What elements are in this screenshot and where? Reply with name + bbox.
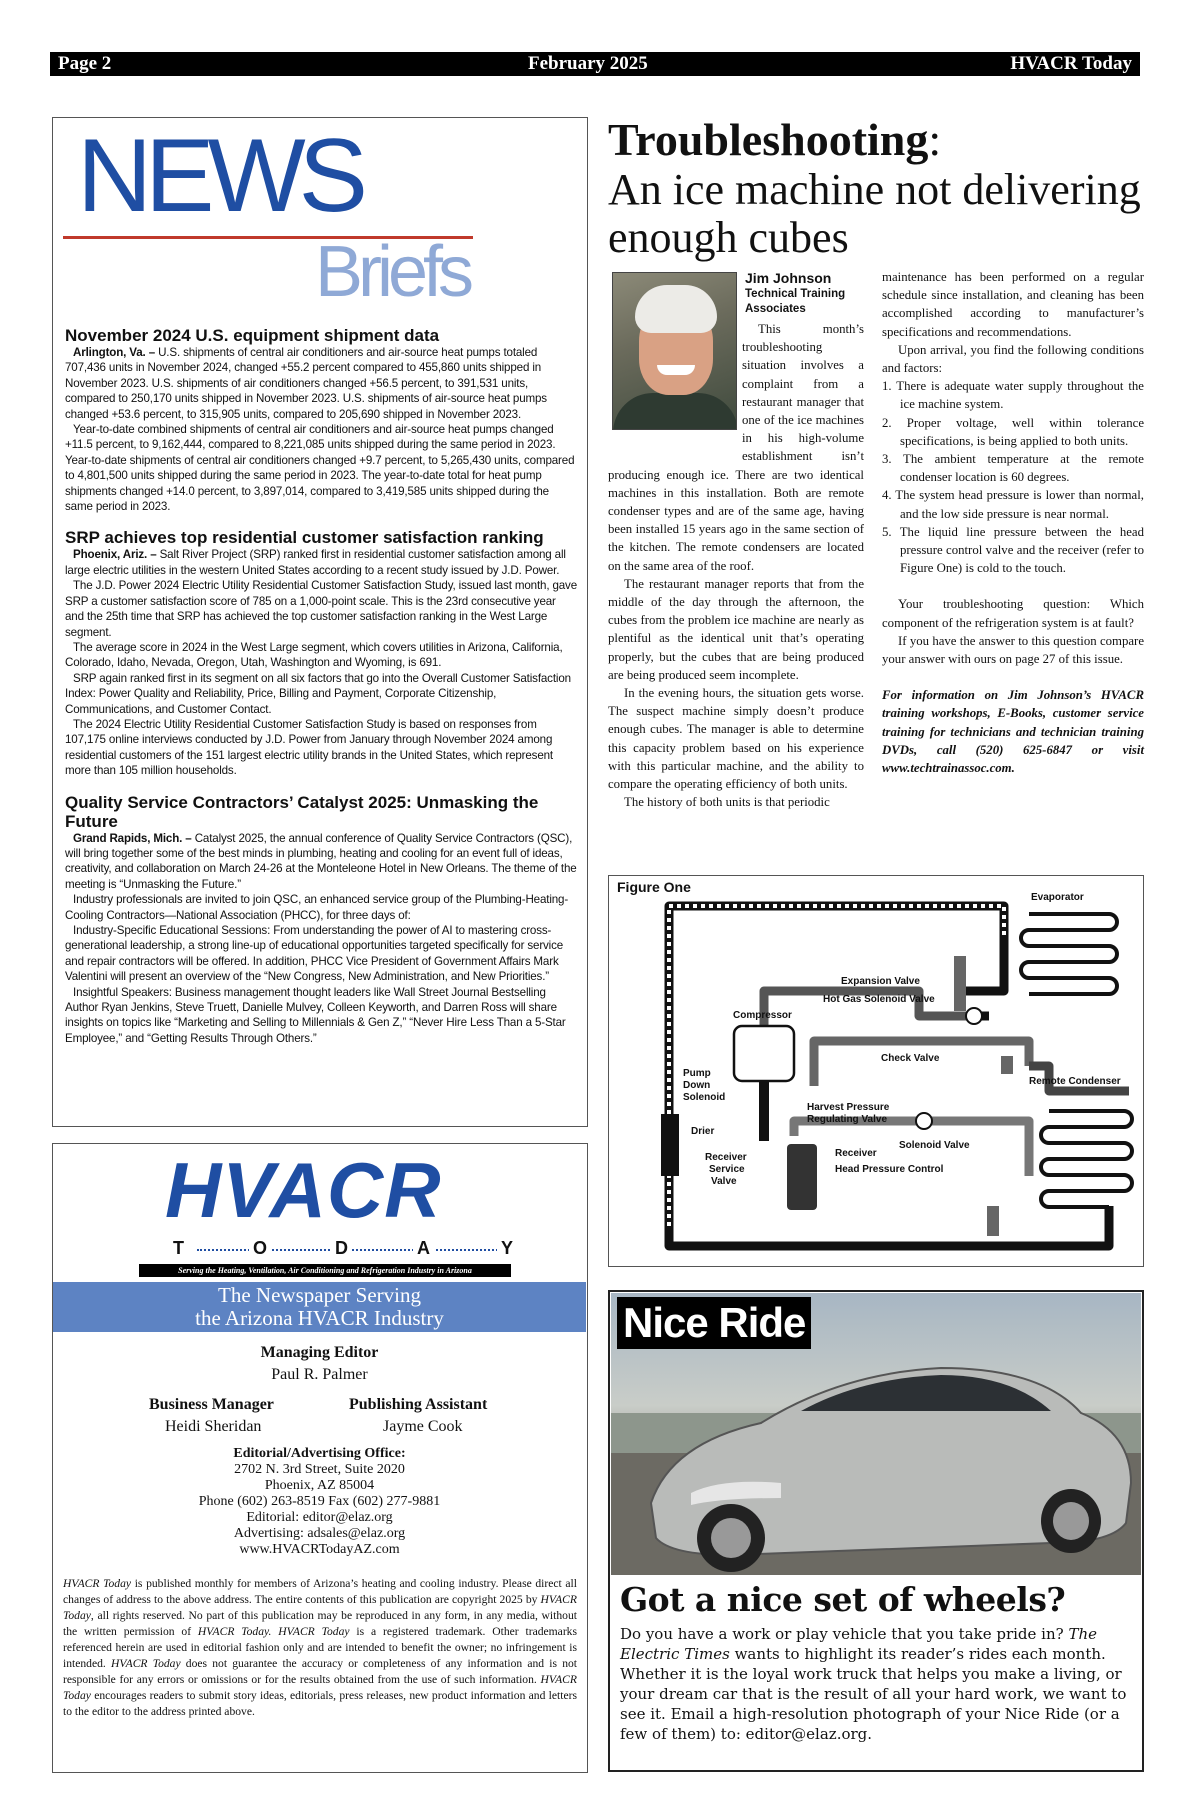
editorial-email[interactable]: Editorial: editor@elaz.org: [246, 1510, 393, 1525]
figure-title: Figure One: [617, 879, 691, 895]
news-paragraph: The J.D. Power 2024 Electric Utility Residential Customer Satisfaction Study, issued last month, gave SRP a customer satisfaction score of 785 on a 1,000-point scale. This is the 23rd consecutive year and the 25th time that SRP has achieved the top customer satisfaction ranking in the West Large segment.: [65, 579, 578, 639]
expansion-valve-symbol: [954, 956, 966, 1011]
masthead-section: [52, 1143, 588, 1773]
label-head-pressure: Head Pressure Control: [835, 1164, 944, 1175]
check-valve-symbol: [1001, 1056, 1013, 1074]
label-expansion-valve: Expansion Valve: [841, 976, 920, 987]
condition-item: 2. Proper voltage, well within tolerance specifications, is being applied to both units.: [882, 415, 1144, 448]
article-title: [608, 114, 941, 166]
news-dateline: Arlington, Va. –: [73, 346, 155, 359]
article-paragraph: maintenance has been performed on a regular schedule since installation, and cleaning has been accomplished according to manufacturer’s specifications and recommendations.: [882, 270, 1144, 339]
label-remote-condenser: Remote Condenser: [1029, 1076, 1121, 1087]
nice-ride-heading: Got a nice set of wheels?: [620, 1580, 1066, 1619]
news-paragraph: [65, 345, 577, 422]
fine-print-segment: HVACR Today: [63, 1593, 577, 1622]
receiver-shape: [787, 1144, 817, 1210]
condition-item: 4. The system head pressure is lower than normal, and the low side pressure is near normal.: [882, 488, 1144, 521]
briefs-logo: Briefs: [315, 232, 470, 312]
rear-rim: [1053, 1502, 1089, 1540]
news-text: Salt River Project (SRP) ranked first in residential customer satisfaction among all large electric utilities in the western United States according to a recent study issued by J.D. Power.: [65, 548, 566, 577]
article-paragraph: The history of both units is that periodic: [624, 795, 830, 810]
news-paragraph: [65, 831, 577, 893]
label-drier: Drier: [691, 1126, 715, 1137]
managing-editor-label: Managing Editor: [260, 1344, 379, 1361]
condition-item: 5. The liquid line pressure between the head pressure control valve and the receiver (refer to Figure One) is cold to the touch.: [882, 524, 1144, 576]
today-letter: O: [249, 1238, 271, 1259]
label-pump-down: Solenoid: [683, 1092, 726, 1103]
front-rim: [711, 1518, 751, 1558]
drier-shape: [661, 1114, 679, 1176]
hvacr-logo: HVACR: [165, 1146, 442, 1234]
label-evaporator: Evaporator: [1031, 892, 1084, 903]
banner-line: The Newspaper Serving: [218, 1283, 421, 1307]
office-address-1: 2702 N. 3rd Street, Suite 2020: [234, 1462, 405, 1477]
news-paragraph: Insightful Speakers: Business management thought leaders like Wall Street Journal Bestselling Author Ryan Jenkins, Steve Truett, Danielle Mulvey, Colleen Keyworth, and Darren Ross will share insights on topics like “Marketing and Selling to Millennials & Gen Z,” “Never Hire Less Than a 5-Star Employee,” and “Getting Results Through Others.”: [65, 985, 566, 1045]
news-paragraph: The average score in 2024 in the West Large segment, which covers utilities in Arizona, California, Colorado, Idaho, Nevada, Oregon, Utah, Washington and Wyoming, is 691.: [65, 640, 563, 670]
news-headline: November 2024 U.S. equipment shipment data: [65, 326, 440, 345]
news-logo: NEWS: [77, 118, 361, 234]
label-pump-down: Pump: [683, 1068, 711, 1079]
today-letter: D: [331, 1238, 352, 1259]
masthead-fine-print: [63, 1576, 577, 1720]
news-paragraph: The 2024 Electric Utility Residential Customer Satisfaction Study is based on responses from 107,175 online interviews conducted by J.D. Power from January through November 2024 among residential customers of the 151 largest electric utility brands in the United States, which represent more than 105 million households.: [65, 717, 553, 778]
news-text: Catalyst 2025, the annual conference of Quality Service Contractors (QSC), will bring together some of the best minds in plumbing, heating and cooling for an event full of ideas, creativity, and collaboration on March 24-26 at the Monteleone Hotel in New Orleans. The theme of the meeting is “Unmasking the Future.”: [65, 831, 577, 891]
nice-ride-italic: The Electric Times: [620, 1625, 1097, 1663]
news-paragraph: [65, 547, 577, 578]
condenser-coil: [1041, 1111, 1132, 1207]
compressor-shape: [734, 1026, 794, 1081]
label-hot-gas: Hot Gas Solenoid Valve: [823, 994, 935, 1005]
article-title-colon: :: [928, 114, 942, 165]
news-articles: [65, 326, 577, 1046]
news-headline: Quality Service Contractors’ Catalyst 2025: Unmasking the Future: [65, 792, 539, 831]
article-subtitle: An ice machine not delivering enough cubes: [608, 165, 1141, 262]
article-paragraph: Your troubleshooting question: Which component of the refrigeration system is at fault?: [882, 597, 1144, 630]
banner-line: the Arizona HVACR Industry: [195, 1306, 444, 1330]
article-promo: For information on Jim Johnson’s HVACR training workshops, E-Books, customer service training for technicians and technician training DVDs, call (520) 625-6847 or visit www.techtrainassoc.com.: [882, 688, 1144, 776]
head-pressure-control-symbol: [987, 1206, 999, 1236]
business-manager-label: Business Manager: [149, 1396, 274, 1413]
page-header-bar: [50, 52, 1140, 76]
label-harvest: Harvest Pressure: [807, 1102, 890, 1113]
publication-name: HVACR Today: [1010, 53, 1132, 74]
nice-ride-section: [608, 1290, 1144, 1772]
label-check-valve: Check Valve: [881, 1053, 940, 1064]
nice-ride-title: Nice Ride: [617, 1297, 811, 1349]
office-phone: Phone (602) 263-8519 Fax (602) 277-9881: [198, 1494, 441, 1509]
page-number: Page 2: [58, 53, 112, 74]
masthead-tagline: Serving the Heating, Ventilation, Air Conditioning and Refrigeration Industry in Arizona: [139, 1264, 511, 1277]
label-solenoid-valve: Solenoid Valve: [899, 1140, 970, 1151]
condenser-tubes: [1041, 1111, 1132, 1207]
liquid-line: [669, 1206, 1109, 1246]
article-paragraph: Upon arrival, you find the following conditions and factors:: [882, 342, 1144, 376]
fine-print-segment: does not guarantee the accuracy or completeness of any information and is not responsible for any errors or omissions or for the results obtained from the use of such information.: [63, 1657, 578, 1686]
author-byline: [745, 270, 845, 317]
news-headline: SRP achieves top residential customer satisfaction ranking: [65, 528, 544, 548]
label-receiver-service: Receiver: [705, 1152, 747, 1163]
label-receiver-service: Service: [709, 1164, 745, 1175]
news-paragraph: Industry professionals are invited to join QSC, an enhanced service group of the Plumbing-Heating-Cooling Contractors—National Association (PHCC), for three days of:: [65, 893, 569, 922]
news-briefs-section: [52, 117, 588, 1127]
fine-print-segment: HVACR Today: [63, 1673, 577, 1702]
managing-editor-name: Paul R. Palmer: [271, 1366, 368, 1383]
issue-date: February 2025: [528, 53, 648, 74]
fine-print-segment: encourages readers to submit story ideas, editorials, press releases, new product information and letters to the editor to the address printed above.: [63, 1689, 577, 1718]
news-paragraph: SRP again ranked first in its segment on all six factors that go into the Overall Customer Satisfaction Index: Power Quality and Reliability, Price, Billing and Payment, Corporate Citizenship, Communications, and Customer Contact.: [65, 671, 571, 716]
compressor-suction-pipe: [759, 1081, 769, 1141]
fine-print-segment: HVACR Today. HVACR Today: [197, 1625, 350, 1638]
publishing-assistant-name: Jayme Cook: [383, 1418, 463, 1435]
news-dateline: Phoenix, Ariz. –: [73, 548, 157, 562]
today-letter: Y: [497, 1238, 517, 1259]
author-org: Technical Training: [745, 288, 846, 300]
car-photo: [611, 1293, 1141, 1575]
today-letter: T: [169, 1238, 188, 1259]
news-paragraph: Industry-Specific Educational Sessions: From understanding the power of AI to mastering cross-generational leadership, a strong line-up of educational opportunities targeted specifically for service and repair contractors will be offered. In addition, PHCC Vice President of Government Affairs Mark Valentini will present an overview of the “New Congress, New Administration, and New Priorities.”: [65, 924, 564, 984]
news-paragraph: Year-to-date combined shipments of central air conditioners and air-source heat pumps changed +11.5 percent, to 9,162,444, compared to 8,221,085 units shipped during the same period in 2023. Year-to-date shipments of central air conditioners changed +9.7 percent, to 5,265,430 units, compared to 4,801,500 units shipped during the same period in 2023. The year-to-date total for heat pump shipments changed +14.0 percent, to 3,897,014, compared to 3,419,585 units shipped during the same period in 2023.: [65, 423, 575, 514]
article-column-2: [882, 268, 1144, 777]
office-address-2: Phoenix, AZ 85004: [264, 1478, 375, 1493]
hot-gas-valve-symbol: [966, 1008, 982, 1024]
fine-print-segment: , all rights reserved. No part of this publication may be reproduced in any form, in any media, without the written permission of: [63, 1609, 577, 1638]
article-paragraph: The restaurant manager reports that from the middle of the day through the afternoon, the cubes from the problem ice machine are nearly as plentiful as the identical unit that’s operating properly, but the cubes that are being produced are being produced seem incomplete.: [608, 576, 864, 682]
figure-one: [608, 875, 1144, 1267]
label-receiver-service: Valve: [711, 1176, 737, 1187]
evaporator-tubes: [1021, 914, 1117, 994]
office-label: Editorial/Advertising Office:: [233, 1446, 406, 1461]
fine-print-segment: is published monthly for members of Arizona’s heating and cooling industry. Please direct all changes of address to the above address. The entire contents of this publication are copyright 2025 by: [63, 1577, 577, 1606]
photo-float-spacer: [608, 320, 742, 452]
business-manager-name: Heidi Sheridan: [165, 1418, 262, 1435]
label-pump-down: Down: [683, 1080, 711, 1091]
harvest-valve-symbol: [916, 1113, 932, 1129]
website-link[interactable]: www.HVACRTodayAZ.com: [239, 1542, 400, 1557]
article-paragraph: In the evening hours, the situation gets worse. The suspect machine simply doesn’t produce enough cubes. The manager is able to determine this capacity problem based on his experience with this particular machine, and the ability to compare the operating efficiency of both units.: [608, 686, 864, 792]
author-name: Jim Johnson: [745, 270, 832, 286]
condition-item: 1. There is adequate water supply throughout the ice machine system.: [882, 379, 1144, 412]
publishing-assistant-label: Publishing Assistant: [349, 1396, 488, 1413]
article-paragraph: This month’s troubleshooting situation involves a complaint from a restaurant manager that one of the ice machines in his high-volume establishment isn’t producing enough ice. There are two identical machines in this installation. Both are remote condenser types and are of the same age, having been installed 15 years ago in the same section of the kitchen. The remote condensers are located on the same area of the roof.: [608, 322, 864, 573]
masthead-banner: [53, 1282, 586, 1332]
news-text: U.S. shipments of central air conditioners and air-source heat pumps totaled 707,436 units in November 2024, changed +55.2 percent compared to 455,860 units shipped in November 2023. U.S. shipments of air conditioners changed +56.5 percent, to 391,531 units, compared to 250,170 units shipped in November 2023. U.S. shipments of air-source heat pumps changed +53.6 percent, to 315,905 units, compared to 205,690 shipped in November 2023.: [65, 346, 547, 421]
nice-ride-text-part: Do you have a work or play vehicle that you take pride in?: [620, 1625, 1069, 1643]
refrigeration-diagram: [609, 876, 1142, 1265]
conditions-list: [882, 377, 1144, 577]
nice-ride-text: [620, 1624, 1134, 1744]
article-title-bold: Troubleshooting: [608, 114, 929, 165]
article-column-1: [608, 320, 864, 811]
today-wordmark: [169, 1238, 529, 1262]
evaporator-coil: [1021, 914, 1117, 994]
fine-print-segment: is a registered trademark. Other trademarks referenced herein are used in editorial fashion only and are intended to benefit the owner; no infringement is intended.: [63, 1625, 577, 1670]
today-letter: A: [413, 1238, 434, 1259]
article-paragraph: If you have the answer to this question compare your answer with ours on page 27 of this issue.: [882, 633, 1144, 667]
nice-ride-text-part: wants to highlight its reader’s rides each month. Whether it is the loyal work truck that helps you make a living, or your dream car that is the result of all your hard work, we want to see it. Email a high-resolution photograph of your Nice Ride (or a few of them) to: editor@elaz.org.: [620, 1645, 1127, 1743]
fine-print-segment: HVACR Today: [111, 1657, 181, 1670]
condition-item: 3. The ambient temperature at the remote condenser location is 60 degrees.: [882, 452, 1144, 485]
fine-print-segment: HVACR Today: [63, 1577, 132, 1590]
label-compressor: Compressor: [733, 1010, 792, 1021]
author-org: Associates: [745, 303, 806, 315]
news-dateline: Grand Rapids, Mich. –: [73, 831, 192, 845]
label-harvest: Regulating Valve: [807, 1114, 888, 1125]
label-receiver: Receiver: [835, 1148, 877, 1159]
advertising-email[interactable]: Advertising: adsales@elaz.org: [233, 1526, 406, 1541]
